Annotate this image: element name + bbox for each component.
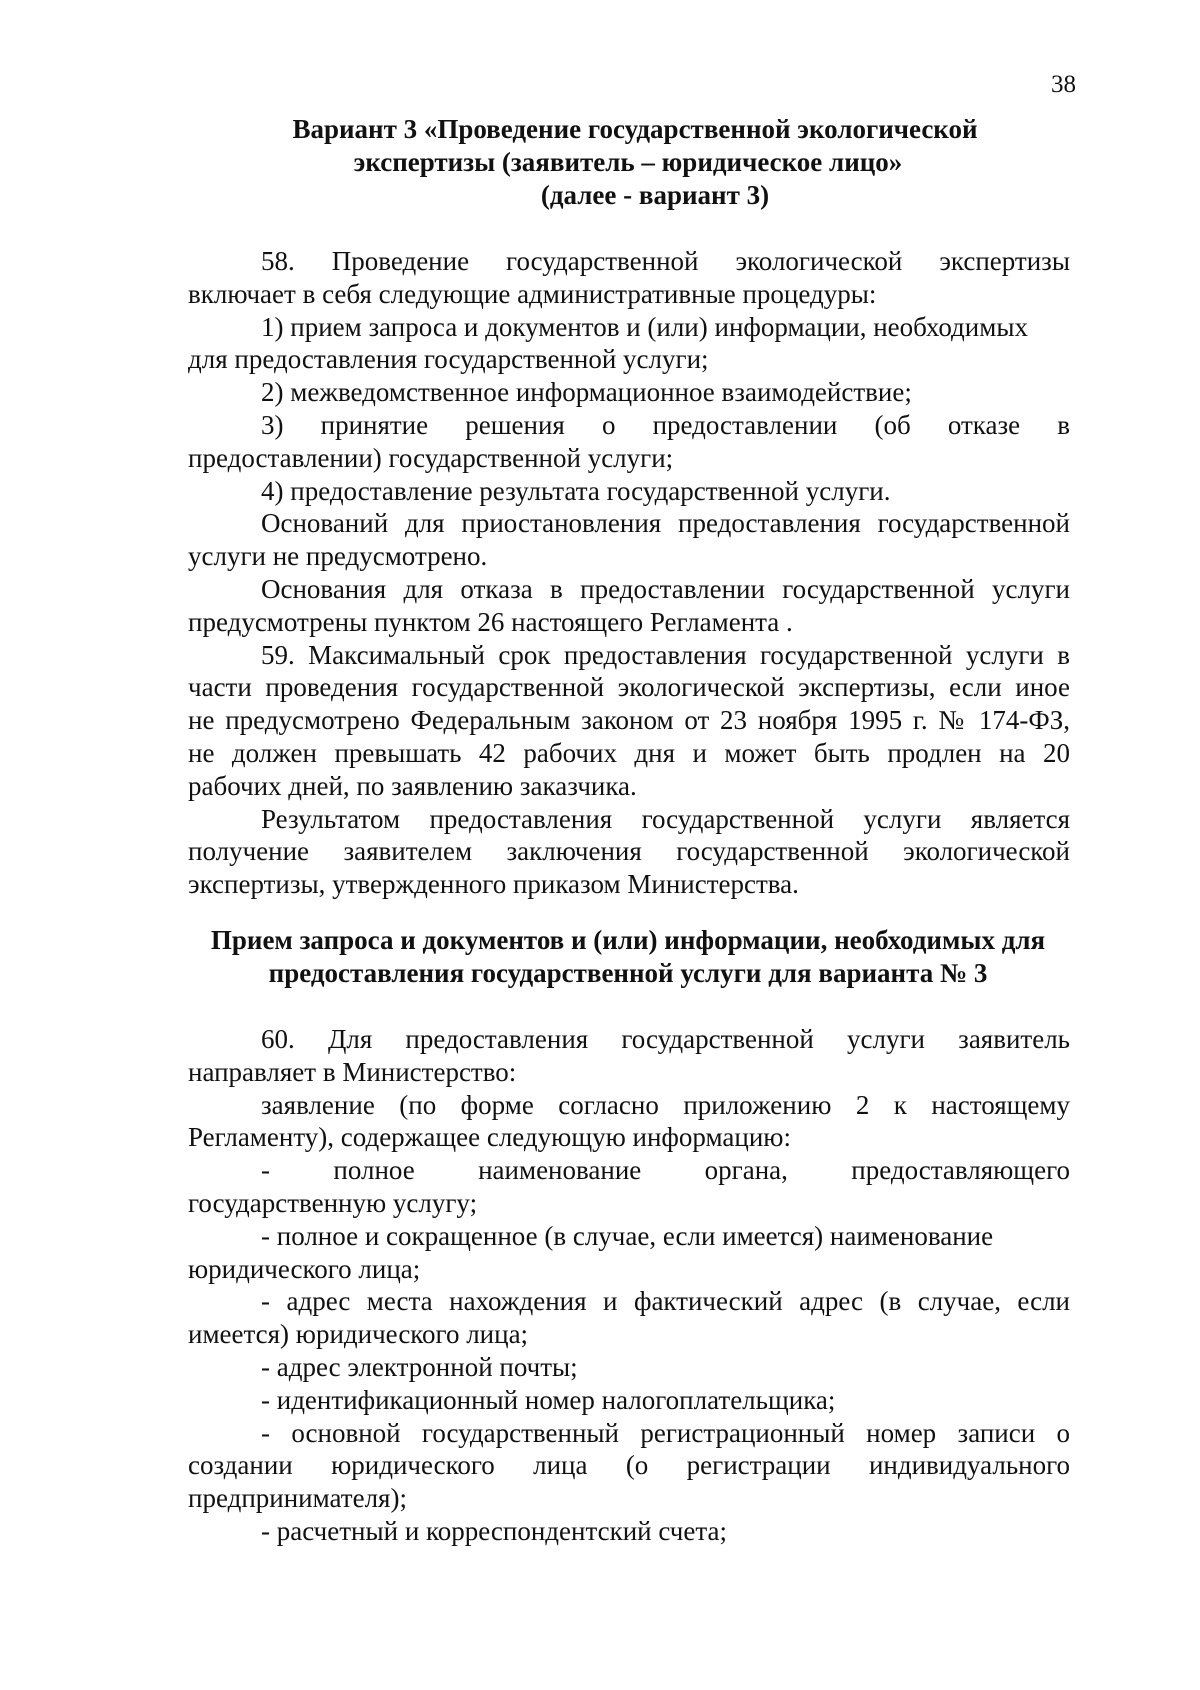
heading-line: экспертизы (заявитель – юридическое лицо» <box>353 147 903 177</box>
paragraph-line: Результатом предоставления государственной услуги является <box>261 803 1070 834</box>
paragraph-line: Регламенту), содержащее следующую информацию: <box>188 1122 791 1153</box>
list-item-line: - основной государственный регистрационный номер записи о <box>261 1417 1070 1448</box>
list-item-line: 2) межведомственное информационное взаимодействие; <box>261 377 912 408</box>
list-item-line: имеется) юридического лица; <box>188 1319 529 1350</box>
paragraph-line: предусмотрены пунктом 26 настоящего Регламента . <box>188 606 793 637</box>
paragraph-60-line: 60. Для предоставления государственной услуги заявитель <box>261 1024 1070 1054</box>
heading-line: Прием запроса и документов и (или) информации, необходимых для <box>210 925 1046 955</box>
list-item-line: - расчетный и корреспондентский счета; <box>261 1515 727 1546</box>
list-item-line: предоставлении) государственной услуги; <box>188 442 674 473</box>
paragraph-58-line: включает в себя следующие административные процедуры: <box>188 278 877 309</box>
variant-3-body <box>188 245 1070 901</box>
paragraph-line: Основания для отказа в предоставлении государственной услуги <box>261 573 1070 604</box>
variant-3-heading <box>188 113 1068 212</box>
paragraph-58-line: 58. Проведение государственной экологической экспертизы <box>261 246 1070 276</box>
list-item-line: 1) прием запроса и документов и (или) информации, необходимых <box>261 311 1028 342</box>
paragraph-line: услуги не предусмотрено. <box>188 541 488 572</box>
heading-line: предоставления государственной услуги для варианта № 3 <box>268 958 988 988</box>
paragraph-line: экспертизы, утвержденного приказом Министерства. <box>188 869 799 900</box>
list-item-line: создании юридического лица (о регистрации индивидуального <box>188 1450 1070 1481</box>
list-item-line: - полное и сокращенное (в случае, если имеется) наименование <box>261 1220 994 1251</box>
list-item-line: - адрес электронной почты; <box>261 1351 578 1382</box>
paragraph-60-line: направляет в Министерство: <box>188 1056 517 1087</box>
list-item-line: государственную услугу; <box>188 1187 478 1218</box>
list-item-line: - адрес места нахождения и фактический адрес (в случае, если <box>261 1286 1070 1317</box>
section-heading <box>188 924 1068 990</box>
page-number: 38 <box>1051 71 1076 98</box>
section-body <box>188 1023 1070 1548</box>
paragraph-line: Оснований для приостановления предоставления государственной <box>261 508 1070 539</box>
paragraph-59-line: 59. Максимальный срок предоставления государственной услуги в <box>261 639 1070 670</box>
list-item-line: - идентификационный номер налогоплательщика; <box>261 1384 836 1415</box>
list-item-line: для предоставления государственной услуги; <box>188 344 709 375</box>
list-item-line: 3) принятие решения о предоставлении (об отказе в <box>261 409 1070 440</box>
paragraph-line: заявление (по форме согласно приложению 2 к настоящему <box>261 1089 1070 1120</box>
paragraph-59-line: части проведения государственной экологической экспертизы, если иное <box>188 672 1070 703</box>
paragraph-line: получение заявителем заключения государственной экологической <box>188 836 1070 867</box>
paragraph-59-line: рабочих дней, по заявлению заказчика. <box>188 770 637 801</box>
list-item-line: 4) предоставление результата государственной услуги. <box>261 475 891 506</box>
list-item-line: предпринимателя); <box>188 1483 407 1514</box>
list-item-line: юридического лица; <box>188 1253 421 1284</box>
list-item-line: - полное наименование органа, предоставляющего <box>261 1155 1070 1186</box>
paragraph-59-line: не предусмотрено Федеральным законом от 23 ноября 1995 г. № 174-ФЗ, <box>188 705 1070 736</box>
heading-line: Вариант 3 «Проведение государственной экологической <box>292 114 978 144</box>
heading-line: (далее - вариант 3) <box>540 180 770 210</box>
paragraph-59-line: не должен превышать 42 рабочих дня и может быть продлен на 20 <box>188 737 1070 768</box>
